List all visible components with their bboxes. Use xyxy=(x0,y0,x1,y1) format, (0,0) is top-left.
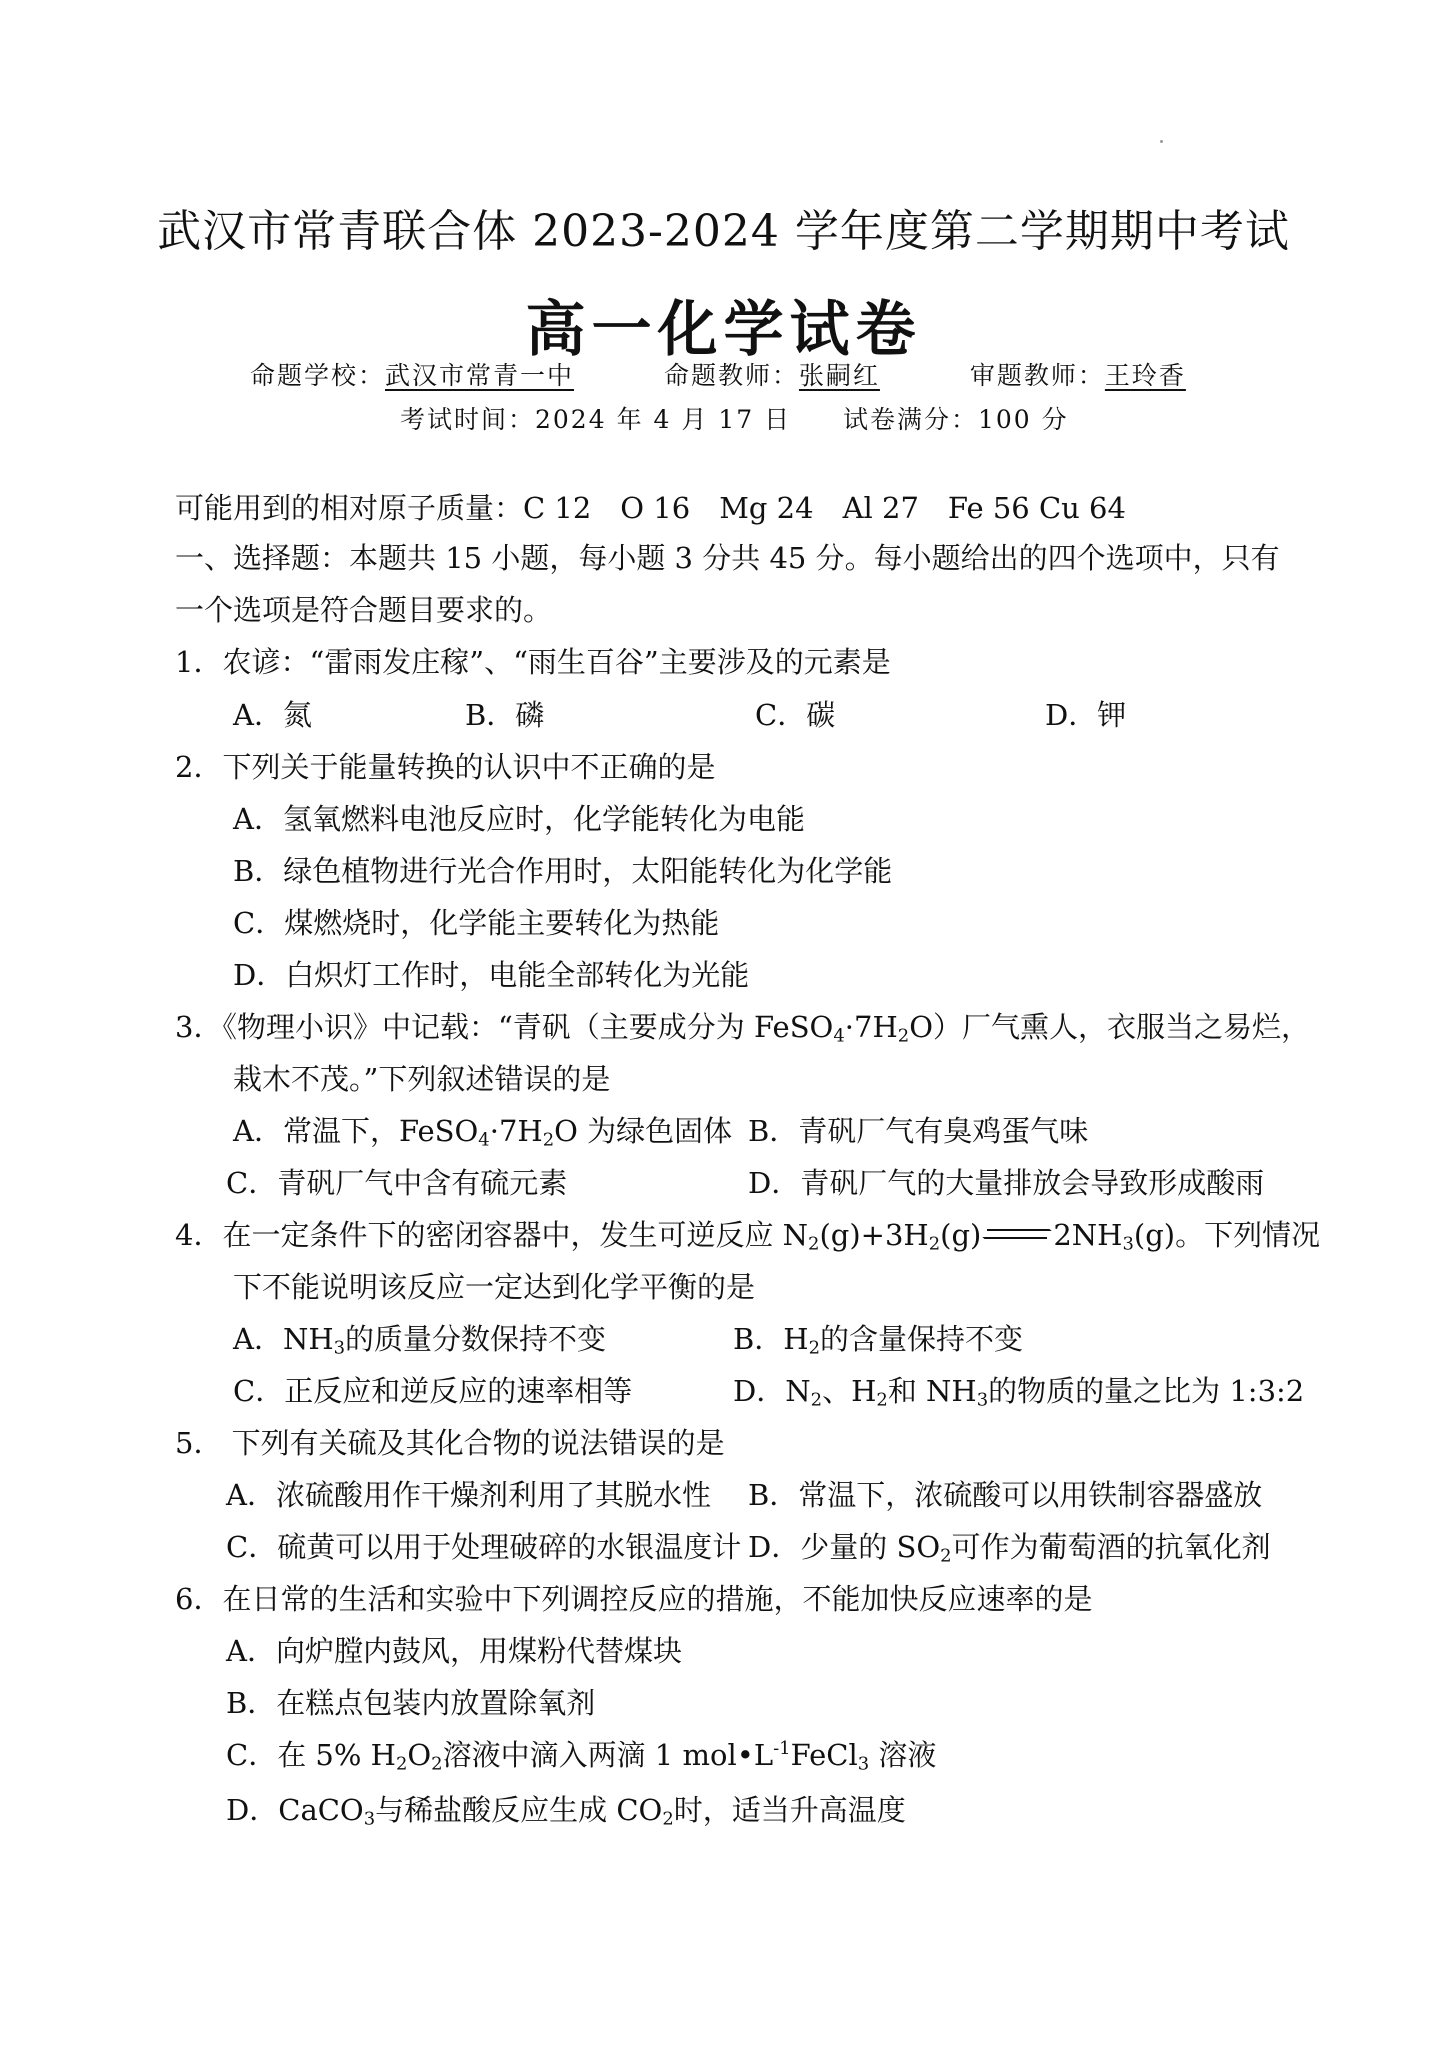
subscript: 3 xyxy=(976,1389,989,1411)
subscript: 2 xyxy=(928,1233,941,1255)
question-4-stem xyxy=(175,1213,1320,1254)
subscript: 2 xyxy=(662,1808,674,1830)
q3-option-a xyxy=(233,1109,732,1150)
q3-option-c: C．青矾厂气中含有硫元素 xyxy=(226,1166,568,1200)
subscript: 2 xyxy=(940,1545,952,1567)
q3-stem-part: 3．《物理小识》中记载：“青矾（主要成分为 FeSO xyxy=(175,1010,834,1044)
q5-option-b: B．常温下，浓硫酸可以用铁制容器盛放 xyxy=(748,1478,1263,1512)
q2-option-a: A．氢氧燃料电池反应时，化学能转化为电能 xyxy=(233,802,805,836)
q3-stem-part: O）厂气熏人，衣服当之易烂， xyxy=(909,1010,1310,1044)
q4-option-d-text: 和 NH xyxy=(887,1374,977,1408)
q3-stem-part: ·7H xyxy=(844,1010,898,1044)
subscript: 2 xyxy=(808,1233,820,1255)
school-label: 命题学校： xyxy=(250,361,386,390)
q6-option-c-text: O xyxy=(407,1738,432,1772)
q6-option-d xyxy=(226,1788,906,1829)
q4-option-a xyxy=(233,1317,606,1358)
q6-option-d-text: D．CaCO xyxy=(226,1793,364,1827)
q4-option-a-text: A．NH xyxy=(233,1322,334,1356)
question-6-stem: 6．在日常的生活和实验中下列调控反应的措施，不能加快反应速率的是 xyxy=(175,1582,1093,1616)
q6-option-d-text: 时，适当升高温度 xyxy=(673,1793,906,1827)
subscript: 2 xyxy=(542,1129,555,1151)
q1-option-a: A．氮 xyxy=(233,698,312,732)
q3-option-b: B．青矾厂气有臭鸡蛋气味 xyxy=(748,1114,1089,1148)
exam-meta-authors xyxy=(250,356,1186,392)
subscript: 2 xyxy=(876,1389,888,1411)
q4-stem-part: (g) xyxy=(940,1218,982,1252)
question-5-stem: 5． 下列有关硫及其化合物的说法错误的是 xyxy=(175,1426,725,1460)
subscript: 3 xyxy=(363,1808,376,1830)
teacher-name: 张嗣红 xyxy=(798,361,880,390)
subscript: 4 xyxy=(833,1025,845,1047)
q4-option-d-text: 的物质的量之比为 1:3:2 xyxy=(988,1374,1305,1408)
q2-option-d: D．白炽灯工作时，电能全部转化为光能 xyxy=(233,958,750,992)
q4-option-d xyxy=(733,1369,1304,1410)
q5-option-c: C．硫黄可以用于处理破碎的水银温度计 xyxy=(226,1530,742,1564)
q4-option-d-text: D．N xyxy=(733,1374,811,1408)
q6-option-c-text: 溶液中滴入两滴 1 mol•L xyxy=(442,1738,774,1772)
reviewer-name: 王玲香 xyxy=(1104,361,1186,390)
q2-option-c: C．煤燃烧时，化学能主要转化为热能 xyxy=(233,906,720,940)
q3-option-a-text: ·7H xyxy=(489,1114,543,1148)
q5-option-d-text: D．少量的 SO xyxy=(748,1530,941,1564)
q6-option-c-text: FeCl xyxy=(790,1738,858,1772)
q6-option-a: A．向炉膛内鼓风，用煤粉代替煤块 xyxy=(226,1634,682,1668)
scan-speck xyxy=(1160,140,1163,143)
question-2-stem: 2．下列关于能量转换的认识中不正确的是 xyxy=(175,750,716,784)
school-name: 武汉市常青一中 xyxy=(385,361,575,390)
q4-stem-part: (g)。下列情况 xyxy=(1133,1218,1321,1252)
q4-option-a-text: 的质量分数保持不变 xyxy=(345,1322,607,1356)
section-instructions-2: 一个选项是符合题目要求的。 xyxy=(175,593,553,627)
atomic-masses: 可能用到的相对原子质量：C 12 O 16 Mg 24 Al 27 Fe 56 Cu 64 xyxy=(175,491,1126,525)
question-1-stem: 1．农谚：“雷雨发庄稼”、“雨生百谷”主要涉及的元素是 xyxy=(175,645,891,679)
question-3-stem-line2: 栽木不茂。”下列叙述错误的是 xyxy=(233,1062,611,1096)
q3-option-d: D．青矾厂气的大量排放会导致形成酸雨 xyxy=(748,1166,1265,1200)
q5-option-d xyxy=(748,1525,1271,1566)
subscript: 3 xyxy=(857,1753,870,1775)
q4-stem-part: (g)+3H xyxy=(819,1218,929,1252)
teacher-label: 命题教师： xyxy=(663,361,799,390)
q4-option-d-text: 、H xyxy=(822,1374,877,1408)
full-score: 试卷满分：100 分 xyxy=(843,405,1069,434)
subscript: 2 xyxy=(810,1389,823,1411)
superscript: -1 xyxy=(773,1738,791,1760)
subscript: 2 xyxy=(395,1753,408,1775)
q6-option-c-text: C．在 5% H xyxy=(226,1738,396,1772)
q3-option-a-text: O 为绿色固体 xyxy=(554,1114,733,1148)
q1-option-c: C．碳 xyxy=(755,698,836,732)
section-instructions-1: 一、选择题：本题共 15 小题，每小题 3 分共 45 分。每小题给出的四个选项中，只有 xyxy=(175,541,1280,575)
q4-option-b-text: B．H xyxy=(733,1322,809,1356)
q6-option-c xyxy=(226,1733,936,1774)
subscript: 2 xyxy=(431,1753,443,1775)
q5-option-a: A．浓硫酸用作干燥剂利用了其脱水性 xyxy=(226,1478,711,1512)
q2-option-b: B．绿色植物进行光合作用时，太阳能转化为化学能 xyxy=(233,854,893,888)
question-4-stem-line2: 下不能说明该反应一定达到化学平衡的是 xyxy=(233,1270,756,1304)
subscript: 2 xyxy=(808,1337,821,1359)
q6-option-b: B．在糕点包装内放置除氧剂 xyxy=(226,1686,596,1720)
q5-option-d-text: 可作为葡萄酒的抗氧化剂 xyxy=(951,1530,1271,1564)
q6-option-c-text: 溶液 xyxy=(869,1738,937,1772)
q6-option-d-text: 与稀盐酸反应生成 CO xyxy=(375,1793,663,1827)
subscript: 3 xyxy=(333,1337,346,1359)
reviewer-label: 审题教师： xyxy=(969,361,1105,390)
exam-time: 考试时间：2024 年 4 月 17 日 xyxy=(400,405,792,434)
exam-subtitle: 高一化学试卷 xyxy=(525,295,922,365)
subscript: 4 xyxy=(478,1129,490,1151)
subscript: 3 xyxy=(1122,1233,1134,1255)
q1-option-d: D．钾 xyxy=(1045,698,1127,732)
q1-option-b: B．磷 xyxy=(465,698,545,732)
q3-option-a-text: A．常温下，FeSO xyxy=(233,1114,479,1148)
q4-option-b-text: 的含量保持不变 xyxy=(820,1322,1024,1356)
q4-stem-part: 2NH xyxy=(1053,1218,1123,1252)
q4-option-c: C．正反应和逆反应的速率相等 xyxy=(233,1374,633,1408)
question-3-stem xyxy=(175,1005,1310,1046)
q4-option-b xyxy=(733,1317,1023,1358)
exam-title: 武汉市常青联合体 2023-2024 学年度第二学期期中考试 xyxy=(157,206,1290,257)
q4-stem-part: 4．在一定条件下的密闭容器中，发生可逆反应 N xyxy=(175,1218,809,1252)
equilibrium-arrow-icon xyxy=(987,1227,1047,1241)
subscript: 2 xyxy=(897,1025,910,1047)
